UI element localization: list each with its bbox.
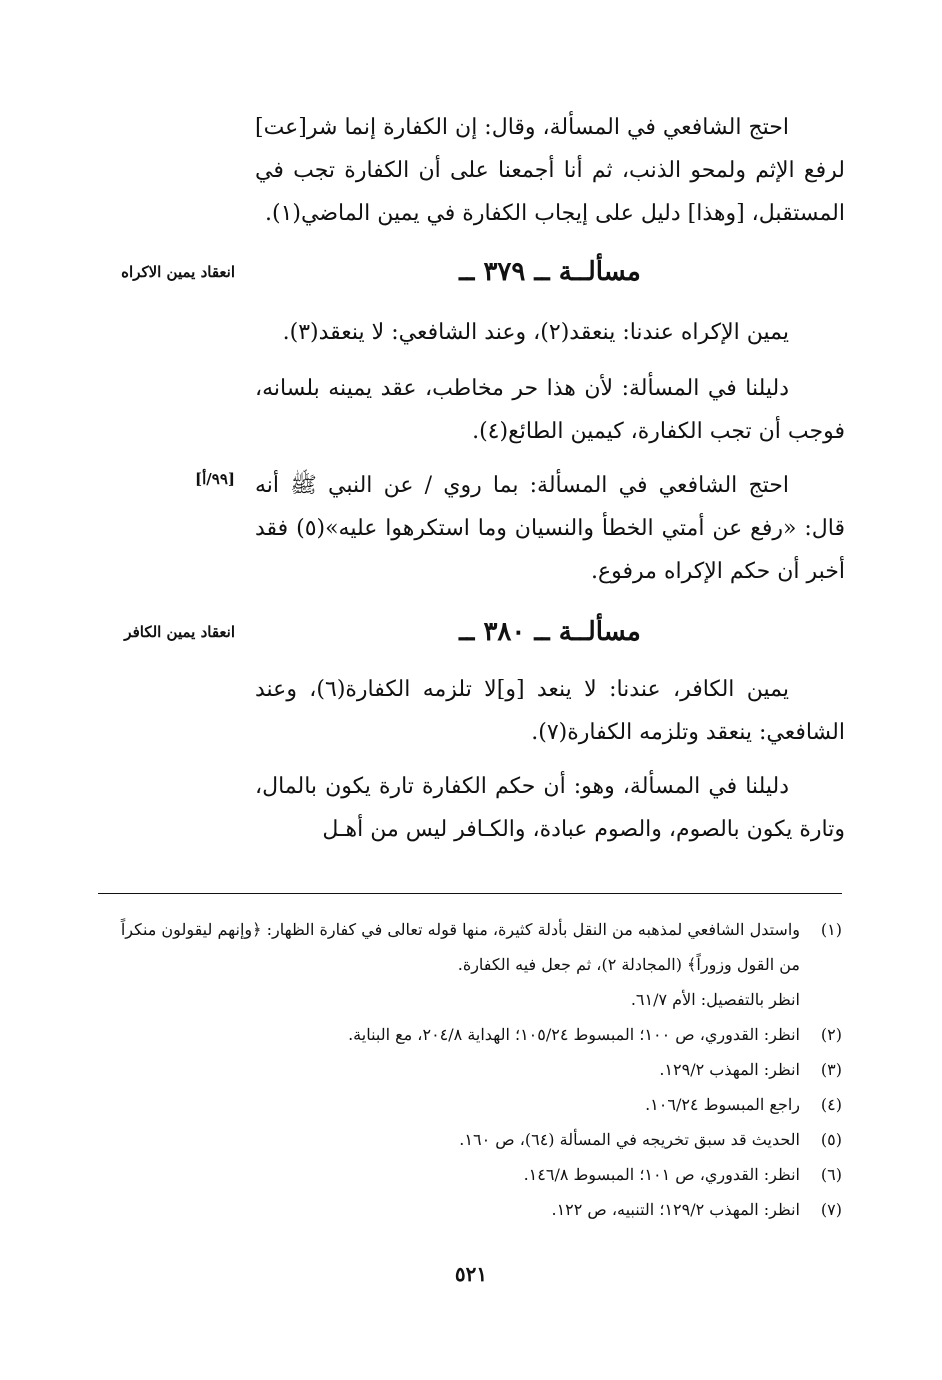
footnote-text: انظر: القدوري، ص ١٠١؛ المبسوط ١٤٦/٨. [523, 1165, 800, 1184]
margin-note-disbeliever-oath: انعقاد يمين الكافر [124, 623, 235, 641]
footnote-3 [98, 1052, 842, 1087]
paragraph-shafii-hadith: احتج الشافعي في المسألة: بما روي / عن النبي ﷺ أنه قال: «رفع عن أمتي الخطأ والنسيان وما استكرهوا عليه»(٥) فقد أخبر أن حكم الإكراه مرفوع. [255, 473, 845, 584]
footnote-4 [98, 1087, 842, 1122]
paragraph-our-evidence-380: دليلنا في المسألة، وهو: أن حكم الكفارة تارة يكون بالمال، وتارة يكون بالصوم، والصوم عبادة، والكـافر ليس من أهـل [255, 774, 845, 842]
footnote-number: (٥) [820, 1130, 842, 1149]
footnote-text: الحديث قد سبق تخريجه في المسألة (٦٤)، ص ١٦٠. [459, 1130, 800, 1149]
footnote-text: انظر: المهذب ١٢٩/٢. [659, 1060, 800, 1079]
footnote-text: انظر بالتفصيل: الأم ٦١/٧. [630, 990, 800, 1009]
page-number: ٥٢١ [454, 1262, 488, 1286]
footnote-1-continued [98, 982, 842, 1017]
folio-marker: [٩٩/أ] [195, 470, 235, 488]
paragraph-coerced-oath: يمين الإكراه عندنا: ينعقد(٢)، وعند الشافعي: لا ينعقد(٣). [282, 320, 789, 345]
footnote-separator [98, 893, 842, 894]
margin-note-coerced-oath: انعقاد يمين الاكراه [121, 263, 235, 281]
heading-issue-380: مسألــة ــ ٣٨٠ ــ [459, 617, 641, 647]
footnote-6 [98, 1157, 842, 1192]
footnote-1 [98, 912, 842, 982]
footnote-text: راجع المبسوط ١٠٦/٢٤. [645, 1095, 800, 1114]
paragraph-our-evidence-379: دليلنا في المسألة: لأن هذا حر مخاطب، عقد يمينه بلسانه، فوجب أن تجب الكفارة، كيمين الطائع(٤). [255, 376, 845, 444]
paragraph-shafii-argument: احتج الشافعي في المسألة، وقال: إن الكفارة إنما شر[عت] لرفع الإثم ولمحو الذنب، ثم أنا أجمعنا على أن الكفارة تجب في المستقبل، [وهذا] دليل على إيجاب الكفارة في يمين الماضي(١). [254, 115, 845, 226]
paragraph-disbeliever-oath: يمين الكافر، عندنا: لا ينعد [و]لا تلزمه الكفارة(٦)، وعند الشافعي: ينعقد وتلزمه الكفارة(٧). [255, 677, 845, 745]
footnote-text: انظر: القدوري، ص ١٠٠؛ المبسوط ١٠٥/٢٤؛ الهداية ٢٠٤/٨، مع البناية. [348, 1025, 800, 1044]
footnote-number: (٤) [820, 1095, 842, 1114]
footnote-text: انظر: المهذب ١٢٩/٢؛ التنبيه، ص ١٢٢. [551, 1200, 800, 1219]
footnote-number: (٧) [820, 1200, 842, 1219]
footnote-number: (٦) [820, 1165, 842, 1184]
footnote-text: واستدل الشافعي لمذهبه من النقل بأدلة كثيرة، منها قوله تعالى في كفارة الظهار: ﴿وإنهم ليقولون منكراً من القول وزوراً﴾ (المجادلة ٢)، ثم جعل فيه الكفارة. [120, 920, 800, 974]
footnote-2 [98, 1017, 842, 1052]
footnote-number: (٢) [820, 1025, 842, 1044]
footnotes-section [98, 912, 842, 1227]
heading-issue-379: مسألــة ــ ٣٧٩ ــ [459, 257, 641, 287]
footnote-5 [98, 1122, 842, 1157]
footnote-7 [98, 1192, 842, 1227]
footnote-number: (١) [820, 920, 842, 939]
footnote-number: (٣) [820, 1060, 842, 1079]
